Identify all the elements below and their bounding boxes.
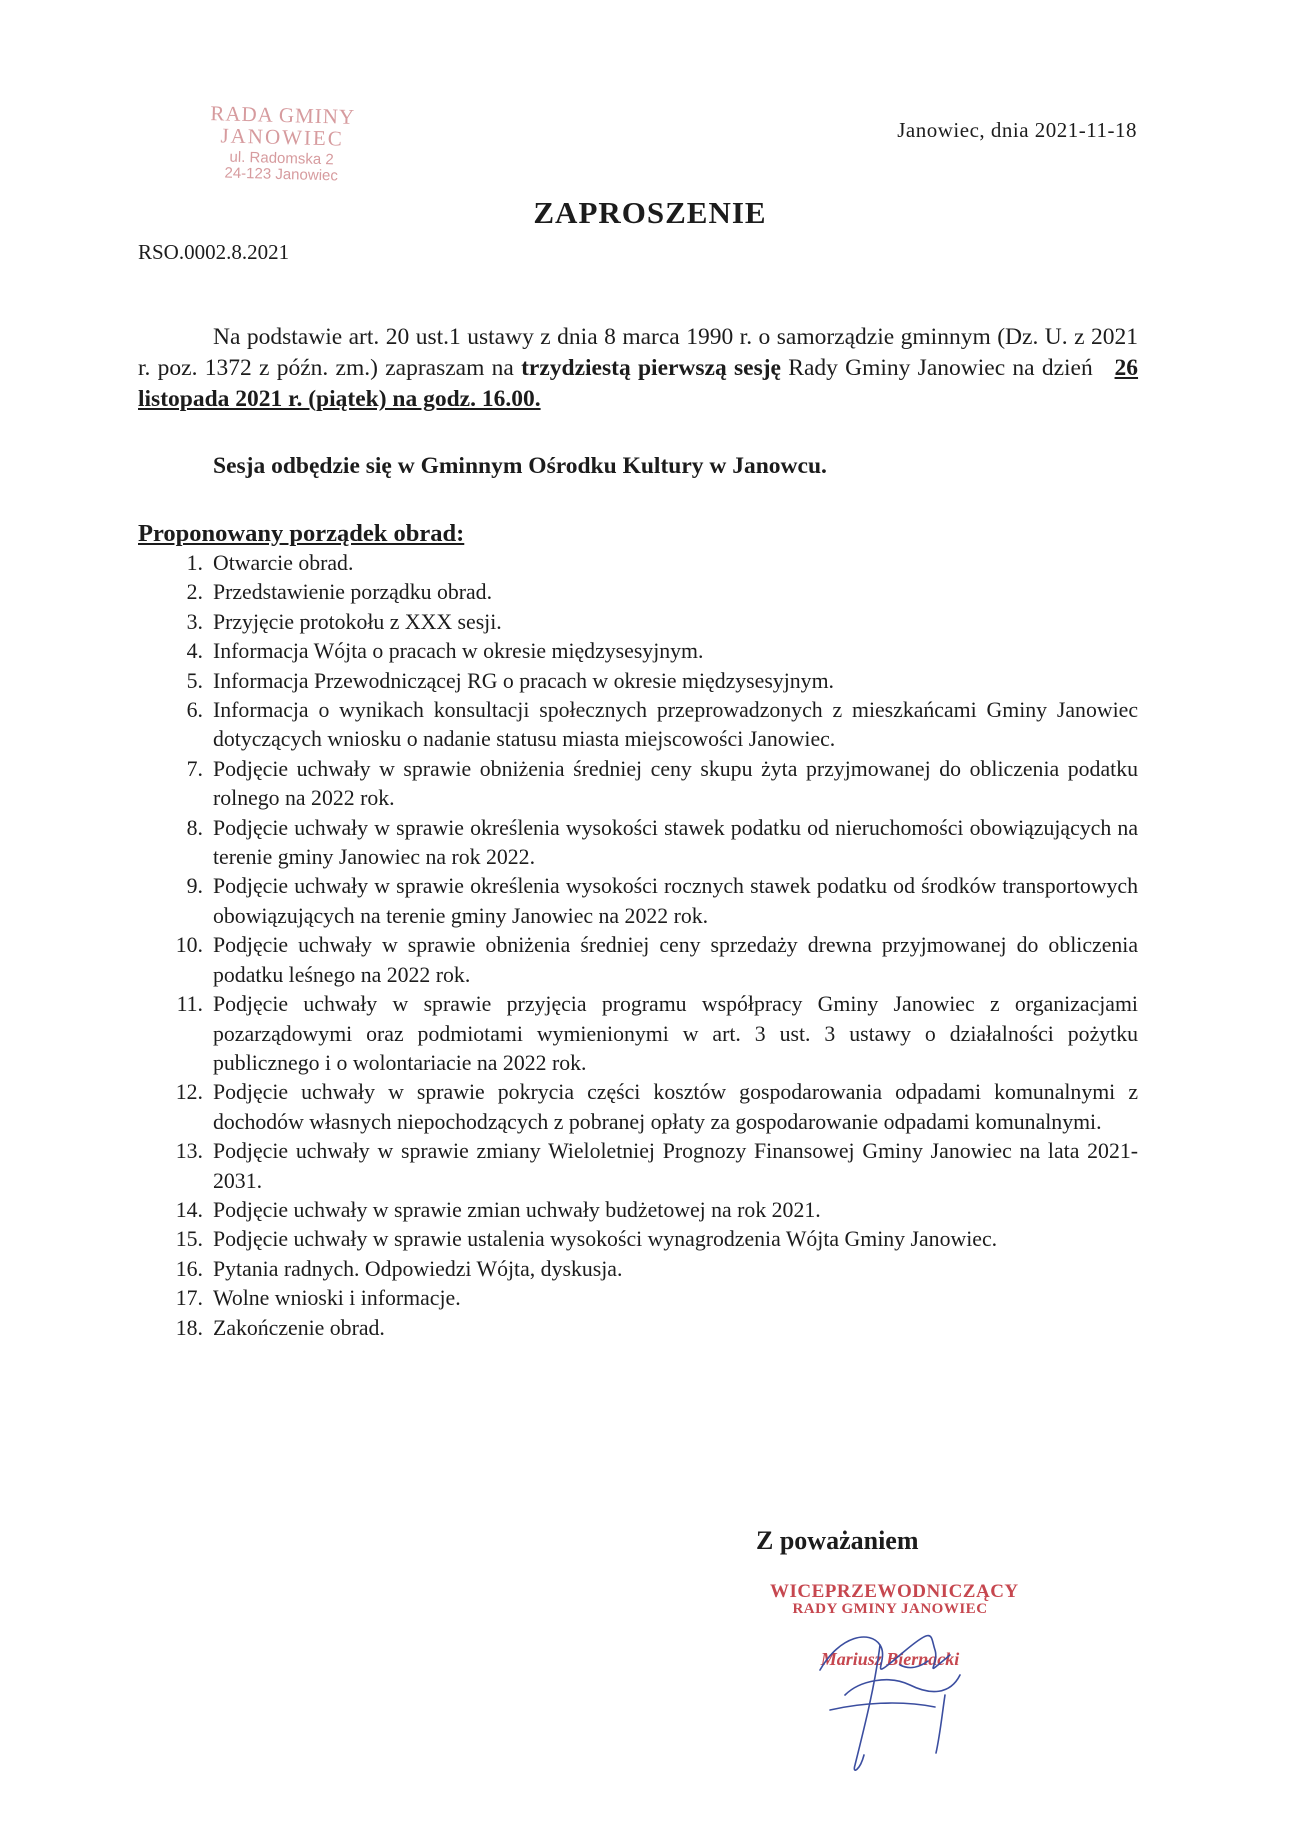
agenda-item: [138, 1314, 1138, 1343]
agenda-item-text: Podjęcie uchwały w sprawie pokrycia części kosztów gospodarowania odpadami komunalnymi z dochodów własnych niepochodzących z pobranej opłaty za gospodarowanie odpadami komunalnymi.: [213, 1080, 1138, 1134]
agenda-item-text: Podjęcie uchwały w sprawie określenia wysokości rocznych stawek podatku od środków transportowych obowiązujących na terenie gminy Janowiec na 2022 rok.: [213, 874, 1138, 928]
agenda-item-text: Informacja o wynikach konsultacji społecznych przeprowadzonych z mieszkańcami Gminy Janowiec dotyczących wniosku o nadanie statusu miasta miejscowości Janowiec.: [213, 698, 1138, 752]
stamp-line: ul. Radomska 2: [229, 148, 334, 169]
intro-text: Na podstawie art. 20 ust.1 ustawy z dnia 8 marca 1990 r. o samorządzie gminnym (Dz. U. z 2021 r. poz. 1372 z późn. zm.) zapraszam na: [138, 324, 1138, 381]
agenda-list: [138, 549, 1138, 1343]
agenda-item-text: Zakończenie obrad.: [213, 1315, 385, 1340]
agenda-item-number: 6.: [186, 698, 203, 723]
agenda-item: [138, 696, 1138, 755]
agenda-item-text: Podjęcie uchwały w sprawie zmiany Wieloletniej Prognozy Finansowej Gminy Janowiec na lata 2021-2031.: [213, 1139, 1138, 1193]
agenda-item-number: 4.: [186, 639, 203, 664]
agenda-item-text: Podjęcie uchwały w sprawie przyjęcia programu współpracy Gminy Janowiec z organizacjami pozarządowymi oraz podmiotami wymienionymi w art. 3 ust. 3 ustawy o działalności pożytku publicznego i o wolontariacie na 2022 rok.: [213, 992, 1138, 1075]
agenda-item-text: Podjęcie uchwały w sprawie zmian uchwały budżetowej na rok 2021.: [213, 1197, 821, 1222]
agenda-item-number: 14.: [175, 1197, 203, 1222]
agenda-item: [138, 667, 1138, 696]
agenda-item-number: 3.: [186, 609, 203, 634]
agenda-item: [138, 578, 1138, 607]
intro-text: Rady Gminy Janowiec na dzień: [788, 355, 1093, 381]
agenda-item-text: Przyjęcie protokołu z XXX sesji.: [213, 609, 502, 634]
agenda-item-text: Podjęcie uchwały w sprawie obniżenia średniej ceny skupu żyta przyjmowanej do obliczenia podatku rolnego na 2022 rok.: [213, 756, 1138, 811]
agenda-item-number: 8.: [186, 815, 203, 840]
agenda-item: [138, 1137, 1138, 1196]
agenda-item-number: 17.: [175, 1286, 203, 1311]
agenda-item-text: Podjęcie uchwały w sprawie ustalenia wysokości wynagrodzenia Wójta Gminy Janowiec.: [213, 1227, 998, 1252]
agenda-item-text: Informacja Przewodniczącej RG o pracach w okresie międzysesyjnym.: [213, 668, 834, 693]
agenda-item: [138, 755, 1138, 814]
agenda-item: [138, 549, 1138, 578]
agenda-item: [138, 1078, 1138, 1137]
agenda-item-text: Podjęcie uchwały w sprawie obniżenia średniej ceny sprzedaży drewna przyjmowanej do obliczenia podatku leśnego na 2022 rok.: [213, 933, 1138, 987]
agenda-item-text: Informacja Wójta o pracach w okresie międzysesyjnym.: [213, 639, 704, 664]
agenda-item: [138, 931, 1138, 990]
agenda-item-text: Pytania radnych. Odpowiedzi Wójta, dyskusja.: [213, 1256, 623, 1281]
stamp-line: 24-123 Janowiec: [224, 164, 339, 185]
agenda-item: [138, 608, 1138, 637]
agenda-item: [138, 637, 1138, 666]
place-date: Janowiec, dnia 2021-11-18: [897, 118, 1137, 142]
session-date: 26 listopada 2021 r. (piątek) na godz. 16.00.: [138, 355, 1139, 412]
stamp-line: RADA GMINY: [210, 101, 356, 129]
council-stamp: [195, 102, 369, 185]
agenda-item-number: 10.: [175, 933, 203, 958]
session-location: Sesja odbędzie się w Gminnym Ośrodku Kultury w Janowcu.: [213, 453, 827, 479]
agenda-item: [138, 1255, 1138, 1284]
agenda-item: [138, 990, 1138, 1078]
stamp-line: WICEPRZEWODNICZĄCY: [770, 1581, 1019, 1602]
closing-text: Z poważaniem: [756, 1526, 919, 1555]
intro-paragraph: [138, 322, 1138, 415]
agenda-item-number: 13.: [175, 1139, 203, 1164]
agenda-item: [138, 814, 1138, 873]
agenda-heading: Proponowany porządek obrad:: [138, 520, 465, 547]
session-number: trzydziestą pierwszą sesję: [521, 355, 781, 381]
agenda-item-number: 7.: [186, 756, 203, 781]
agenda-item-number: 5.: [186, 668, 203, 693]
agenda-item-number: 9.: [186, 874, 203, 899]
agenda-item-number: 2.: [186, 580, 203, 605]
agenda-item-text: Przedstawienie porządku obrad.: [213, 580, 493, 605]
agenda-item-text: Otwarcie obrad.: [213, 551, 354, 575]
agenda-item: [138, 1225, 1138, 1254]
agenda-item-text: Podjęcie uchwały w sprawie określenia wysokości stawek podatku od nieruchomości obowiązujących na terenie gminy Janowiec na rok 2022.: [213, 815, 1138, 870]
document-title: ZAPROSZENIE: [533, 195, 767, 230]
reference-number: RSO.0002.8.2021: [138, 240, 290, 264]
stamp-line: JANOWIEC: [220, 123, 345, 151]
agenda-item-number: 16.: [175, 1256, 203, 1281]
agenda-item: [138, 872, 1138, 931]
handwritten-signature: [760, 1575, 1020, 1775]
agenda-item-number: 12.: [175, 1080, 203, 1105]
agenda-item-number: 11.: [176, 992, 203, 1017]
stamp-name: Mariusz Biernacki: [820, 1648, 960, 1669]
agenda-item-text: Wolne wnioski i informacje.: [213, 1286, 461, 1311]
agenda-item-number: 18.: [175, 1315, 203, 1340]
agenda-item-number: 15.: [175, 1227, 203, 1252]
agenda-item-number: 1.: [186, 551, 203, 575]
agenda-item: [138, 1196, 1138, 1225]
agenda-item: [138, 1284, 1138, 1313]
stamp-line: RADY GMINY JANOWIEC: [792, 1600, 988, 1617]
